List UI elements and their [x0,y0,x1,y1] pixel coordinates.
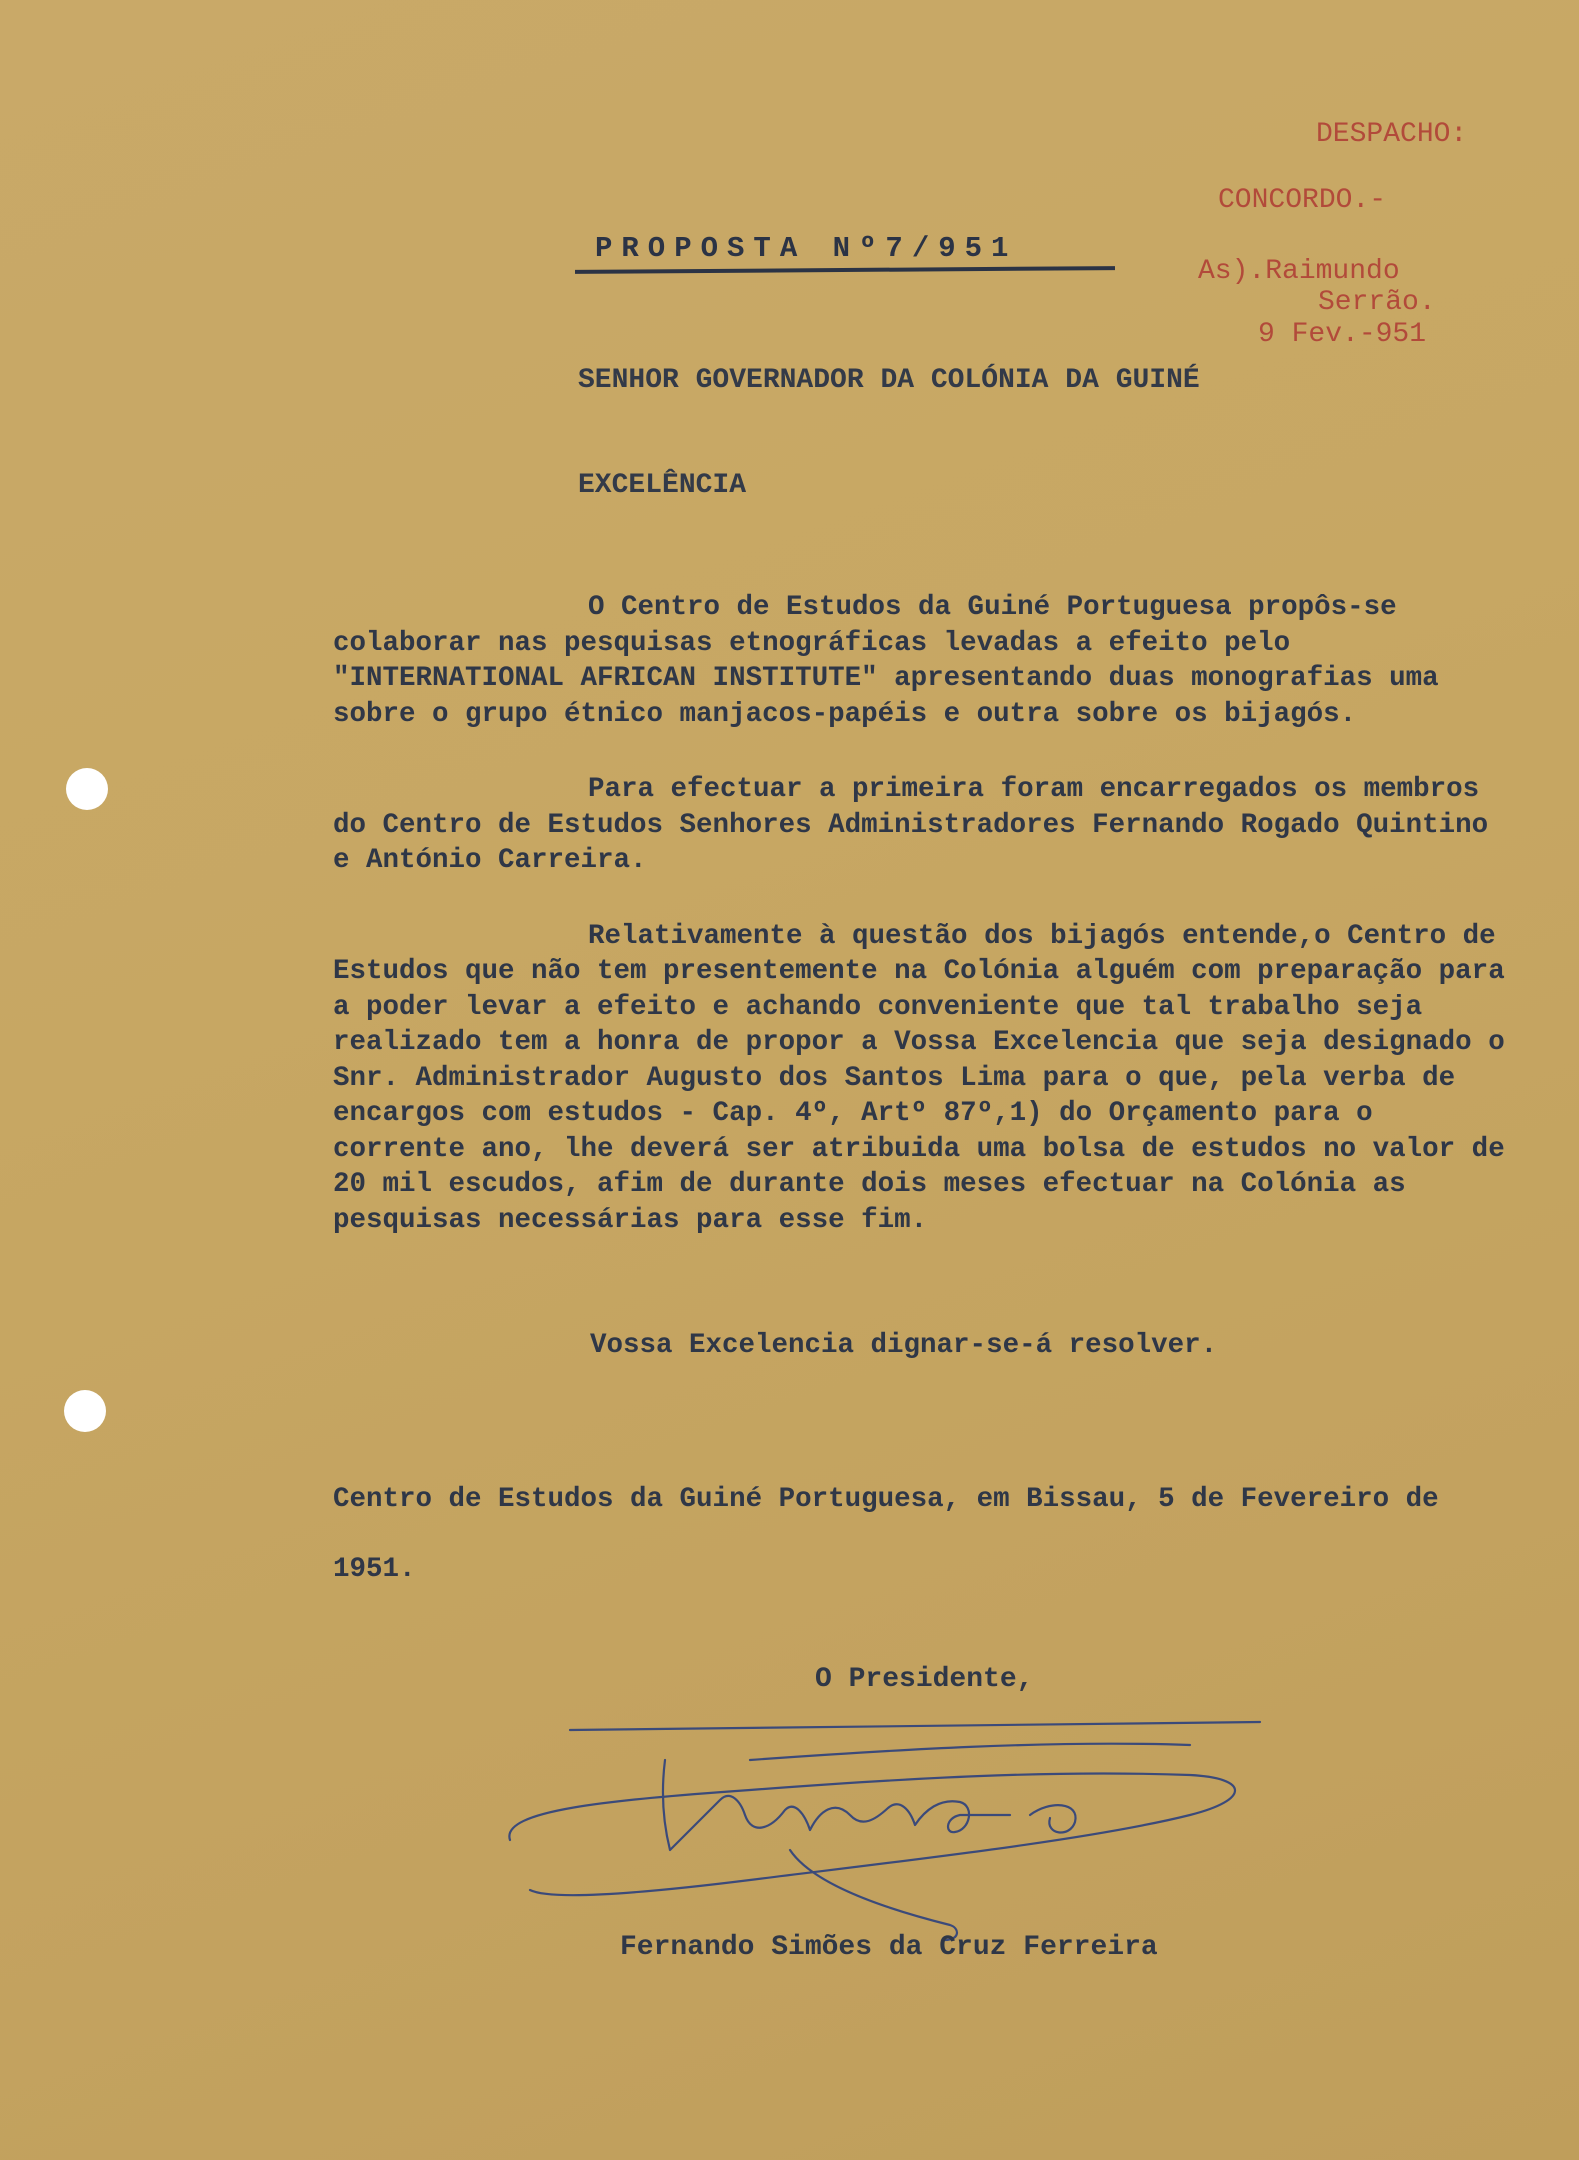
signer-name: Fernando Simões da Cruz Ferreira [620,1932,1158,1963]
place-and-date: Centro de Estudos da Guiné Portuguesa, em Bissau, 5 de Fevereiro de 1951. [333,1484,1439,1585]
despacho-decision: CONCORDO.- [1218,185,1387,216]
despacho-label: DESPACHO: [1316,119,1468,150]
title-underline [575,266,1115,274]
despacho-signed-by: As).Raimundo [1198,256,1400,287]
paragraph-1: O Centro de Estudos da Guiné Portuguesa propôs-se colaborar nas pesquisas etnográficas levadas a efeito pelo "INTERNATIONAL AFRICAN INSTITUTE" apresentando duas monografias uma sobre o grupo étnico manjacos-papéis e outra sobre os bijagós. [333,592,1456,730]
addressee: SENHOR GOVERNADOR DA COLÓNIA DA GUINÉ [578,365,1200,396]
signature-image [490,1690,1290,1950]
paragraph-3: Relativamente à questão dos bijagós entende,o Centro de Estudos que não tem presentemente na Colónia alguém com preparação para a poder levar a efeito e achando conveniente que tal trabalho seja realizado tem a honra de propor a Vossa Excelencia que seja designado o Snr. Administrador Augusto dos Santos Lima para o que, pela verba de encargos com estudos - Cap. 4º, Artº 87º,1) do Orçamento para o corrente ano, lhe deverá ser atribuida uma bolsa de estudos no valor de 20 mil escudos, afim de durante dois meses efectuar na Colónia as pesquisas necessárias para esse fim. [333,920,1522,1236]
president-label: O Presidente, [815,1664,1034,1695]
paragraph-2: Para efectuar a primeira foram encarregados os membros do Centro de Estudos Senhores Administradores Fernando Rogado Quintino e António Carreira. [333,774,1505,876]
salutation: EXCELÊNCIA [578,470,747,501]
letter-body [333,590,1522,1278]
proposal-title: PROPOSTA Nº7/951 [595,232,1018,265]
despacho-date: 9 Fev.-951 [1258,319,1427,350]
punch-hole-bottom [64,1390,106,1432]
closing-line: Vossa Excelencia dignar-se-á resolver. [590,1330,1218,1361]
despacho-signed-by-surname: Serrão. [1318,287,1436,318]
punch-hole-top [66,768,108,810]
